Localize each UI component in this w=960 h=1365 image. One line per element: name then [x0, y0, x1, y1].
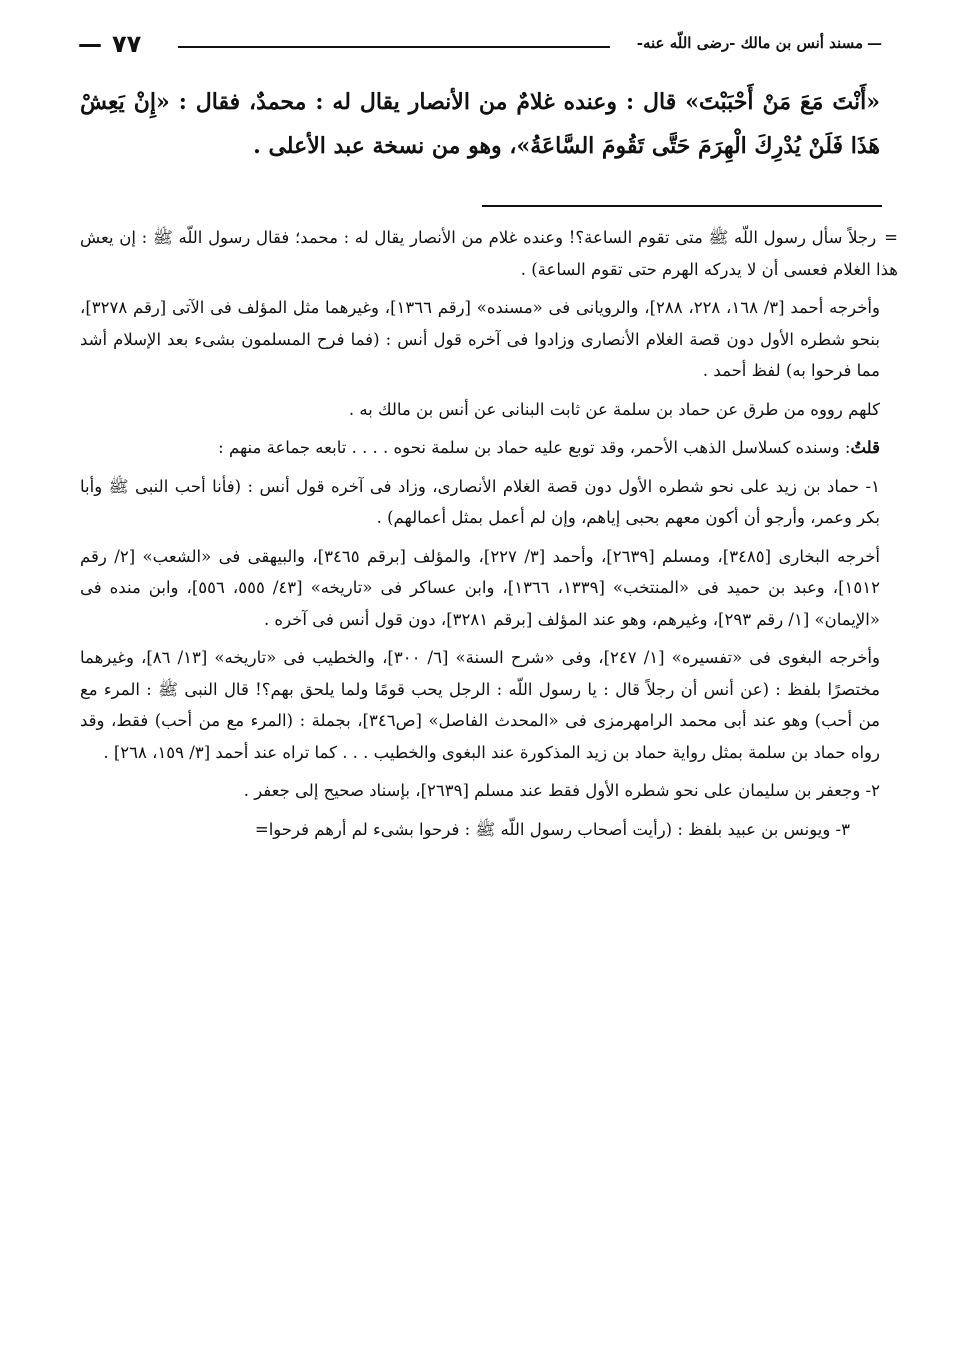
- hadith-quote-2: «إِنْ يَعِشْ هَذَا فَلَنْ يُدْرِكَ الْهِرَمَ حَتَّى تَقُومَ السَّاعَةُ»: [80, 89, 880, 159]
- page-number-dash: —: [78, 30, 102, 58]
- page-number-value: ٧٧: [112, 30, 142, 58]
- footnote-paragraph-2: وأخرجه أحمد [٣/ ١٦٨، ٢٢٨، ٢٨٨]، والرويانى فى «مسنده» [رقم ١٣٦٦]، وغيرهما مثل المؤلف فى الآتى [رقم ٣٢٧٨]، بنحو شطره الأول دون قصة الغلام الأنصارى وزادوا فى آخره قول أنس : (فما فرح المسلمون بشىء بعد الإسلام أشد مما فرحوا به) لفظ أحمد .: [80, 298, 880, 380]
- footnote-paragraph-4-text: : وسنده كسلاسل الذهب الأحمر، وقد توبع عليه حماد بن سلمة نحوه . . . . تابعه جماعة منهم :: [218, 438, 851, 457]
- header-title-text: مسند أنس بن مالك -رضى اللّه عنه-: [636, 34, 863, 52]
- footnote-paragraph-8: ٢- وجعفر بن سليمان على نحو شطره الأول فقط عند مسلم [٢٦٣٩]، بإسناد صحيح إلى جعفر .: [243, 781, 880, 800]
- footnote-paragraph-4: [80, 432, 880, 464]
- header-rule: [178, 46, 610, 48]
- footnote-continuation: [80, 222, 898, 285]
- footnote-paragraph-6: أخرجه البخارى [٣٤٨٥]، ومسلم [٢٦٣٩]، وأحمد [٣/ ٢٢٧]، والمؤلف [برقم ٣٤٦٥]، والبيهقى فى «الشعب» [٢/ رقم ١٥١٢]، وعبد بن حميد فى «المنتخب» [١٣٣٩، ١٣٦٦]، وابن عساكر فى «تاريخه» [٤٣/ ٥٥٥، ٥٥٦]، وابن منده فى «الإيمان» [١/ رقم ٢٩٣]، وغيرهم، وهو عند المؤلف [برقم ٣٢٨١]، دون قول أنس فى آخره .: [80, 546, 881, 629]
- footnote-paragraph-3: كلهم رووه من طرق عن حماد بن سلمة عن ثابت البنانى عن أنس بن مالك به .: [348, 399, 880, 419]
- footnote-paragraph-9: ٣- ويونس بن عبيد بلفظ : (رأيت أصحاب رسول اللّه ﷺ : فرحوا بشىء لم أرهم فرحوا=: [254, 819, 850, 839]
- header-lead-dash: —: [867, 34, 882, 52]
- main-text-part-2: ، وهو من نسخة عبد الأعلى .: [253, 133, 517, 159]
- main-text: [80, 80, 880, 168]
- continuation-marker: =: [884, 228, 898, 247]
- page-number: [78, 30, 141, 58]
- footnote-separator: [482, 205, 882, 207]
- footnote-paragraph-5: ١- حماد بن زيد على نحو شطره الأول دون قصة الغلام الأنصارى، وزاد فى آخره قول أنس : (فأنا أحب النبى ﷺ وأبا بكر وعمر، وأرجو أن أكون معهم بحبى إياهم، وإن لم أعمل بمثل أعمالهم) .: [80, 476, 880, 527]
- hadith-quote-1: «أَنْتَ مَعَ مَنْ أَحْبَبْتَ»: [685, 89, 880, 115]
- footnotes: [80, 222, 898, 852]
- footnote-paragraph-7: وأخرجه البغوى فى «تفسيره» [١/ ٢٤٧]، وفى «شرح السنة» [٦/ ٣٠٠]، والخطيب فى «تاريخه» [١٣/ ٨٦]، وغيرهما مختصرًا بلفظ : (عن أنس أن رجلاً قال : يا رسول اللّه : الرجل يحب قومًا ولما يلحق بهم؟! قال النبى ﷺ : المرء مع من أحب) وهو عند أبى محمد الرامهرمزى فى «المحدث الفاصل» [ص٣٤٦]، بجملة : (المرء مع من أحب) فقط، وقد رواه حماد بن سلمة بمثل رواية حماد بن زيد المذكورة عند البغوى والخطيب . . . كما تراه عند أحمد [٣/ ١٥٩، ٢٦٨] .: [80, 648, 880, 762]
- main-text-part-1: قال : وعنده غلامٌ من الأنصار يقال له : محمدٌ، فقال :: [169, 89, 686, 115]
- footnote-paragraph-1: رجلاً سأل رسول اللّه ﷺ متى تقوم الساعة؟! وعنده غلام من الأنصار يقال له : محمد؛ فقال رسول اللّه ﷺ : إن يعش هذا الغلام فعسى أن لا يدركه الهرم حتى تقوم الساعة) .: [80, 228, 898, 279]
- header-title: [631, 34, 882, 52]
- running-header: [78, 28, 882, 64]
- qultu-label: قلتُ: [850, 438, 880, 457]
